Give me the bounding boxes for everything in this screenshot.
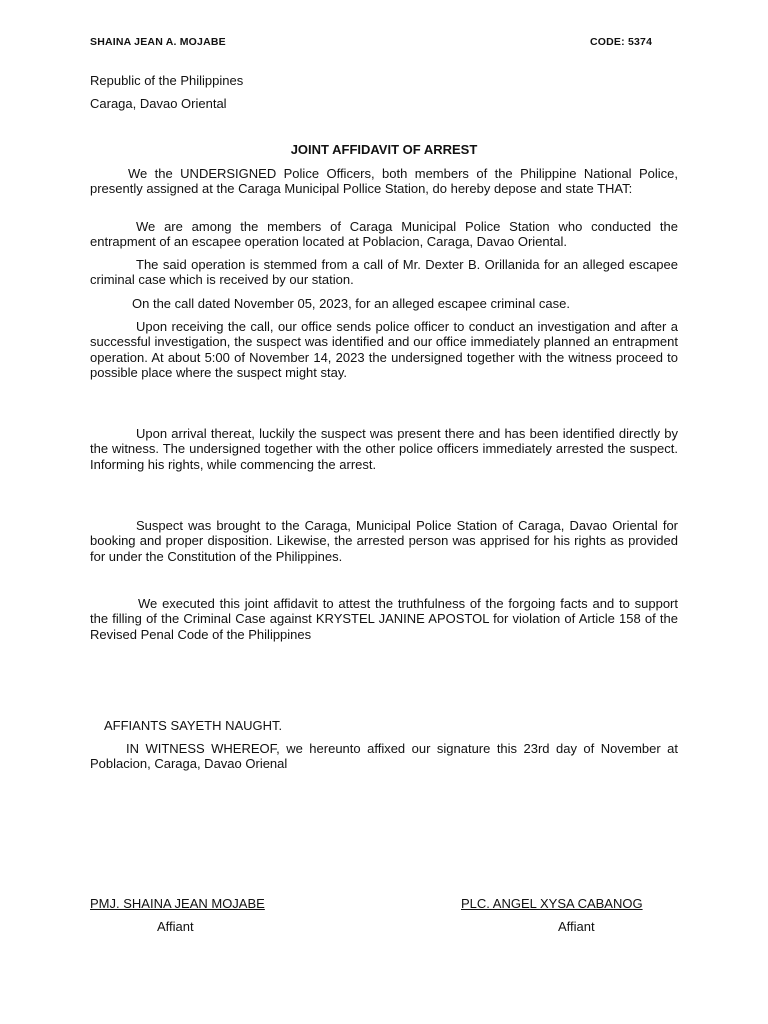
- paragraph-execution: We executed this joint affidavit to attest the truthfulness of the forgoing facts and to support the filling of the Criminal Case against KRYSTEL JANINE APOSTOL for violation of Article 158 of the Revised Penal Code of the Philippines: [90, 596, 678, 642]
- address-line-country: Republic of the Philippines: [90, 73, 244, 88]
- paragraph-booking: Suspect was brought to the Caraga, Municipal Police Station of Caraga, Davao Oriental for booking and proper disposition. Likewise, the arrested person was apprised for his rights as provided for under the Constitution of the Philippines.: [90, 518, 678, 564]
- paragraph-arrest: Upon arrival thereat, luckily the suspect was present there and has been identified directly by the witness. The undersigned together with the other police officers immediately arrested the suspect. Informing his rights, while commencing the arrest.: [90, 426, 678, 472]
- address-line-location: Caraga, Davao Oriental: [90, 96, 227, 111]
- witness-statement: IN WITNESS WHEREOF, we hereunto affixed our signature this 23rd day of November at Poblacion, Caraga, Davao Orienal: [90, 741, 678, 772]
- affiants-statement: AFFIANTS SAYETH NAUGHT.: [104, 718, 283, 733]
- signatory-role-1: Affiant: [157, 919, 194, 934]
- paragraph-members: We are among the members of Caraga Municipal Police Station who conducted the entrapment of an escapee operation located at Poblacion, Caraga, Davao Oriental.: [90, 219, 678, 250]
- document-title: JOINT AFFIDAVIT OF ARREST: [290, 142, 478, 157]
- paragraph-call-source: The said operation is stemmed from a call of Mr. Dexter B. Orillanida for an alleged escapee criminal case which is received by our station.: [90, 257, 678, 288]
- signatory-name-1: PMJ. SHAINA JEAN MOJABE: [90, 896, 265, 911]
- paragraph-call-date: On the call dated November 05, 2023, for an alleged escapee criminal case.: [132, 296, 570, 311]
- paragraph-investigation: Upon receiving the call, our office sends police officer to conduct an investigation and after a successful investigation, the suspect was identified and our office immediately planned an entrapment operation. At about 5:00 of November 14, 2023 the undersigned together with the witness proceed to possible place where the suspect might stay.: [90, 319, 678, 380]
- signatory-name-2: PLC. ANGEL XYSA CABANOG: [461, 896, 643, 911]
- signatory-role-2: Affiant: [558, 919, 595, 934]
- header-code: CODE: 5374: [590, 36, 653, 48]
- paragraph-intro: We the UNDERSIGNED Police Officers, both members of the Philippine National Police, presently assigned at the Caraga Municipal Pollice Station, do hereby depose and state THAT:: [90, 166, 678, 197]
- header-author-name: SHAINA JEAN A. MOJABE: [90, 36, 226, 48]
